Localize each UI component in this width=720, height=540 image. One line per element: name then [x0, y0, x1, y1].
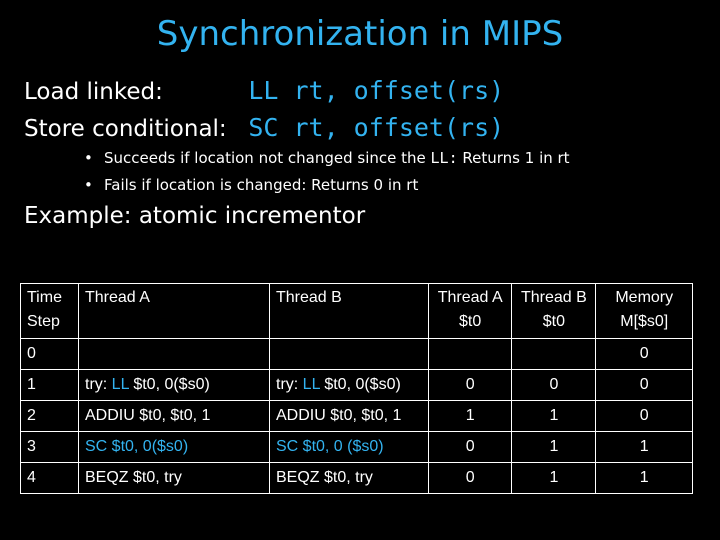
cell-thread-a-t0: 1	[429, 401, 512, 432]
cell-thread-b: BEQZ $t0, try	[270, 463, 429, 494]
instruction-text: $t0, 0($s0)	[319, 376, 401, 393]
cell-time-step: 0	[21, 339, 79, 370]
cell-memory: 0	[596, 370, 693, 401]
cell-thread-a-t0: 0	[429, 463, 512, 494]
cell-memory: 0	[596, 401, 693, 432]
bullet-text: Succeeds if location not changed since the	[104, 149, 431, 167]
cell-time-step: 1	[21, 370, 79, 401]
instruction-keyword: SC $t0, 0($s0)	[85, 438, 189, 455]
bullet-dot-icon: •	[84, 149, 93, 167]
bullet-text: Fails if location is changed: Returns 0 in rt	[104, 176, 419, 194]
header-thread-b: Thread B	[270, 284, 429, 339]
header-thread-b-t0: Thread B $t0	[512, 284, 596, 339]
store-conditional-label: Store conditional:	[24, 116, 227, 142]
bullet-mono: LL:	[430, 149, 458, 167]
cell-thread-a-t0	[429, 339, 512, 370]
cell-thread-a-t0: 0	[429, 370, 512, 401]
cell-memory: 1	[596, 463, 693, 494]
bullet-succeeds	[84, 149, 570, 167]
cell-thread-a	[79, 370, 270, 401]
load-linked-code: LL rt, offset(rs)	[248, 76, 505, 105]
cell-thread-b-t0: 1	[512, 463, 596, 494]
table-row	[21, 339, 693, 370]
cell-thread-b	[270, 432, 429, 463]
cell-thread-a-t0: 0	[429, 432, 512, 463]
instruction-text: try:	[85, 376, 112, 393]
cell-thread-b	[270, 339, 429, 370]
cell-thread-b: ADDIU $t0, $t0, 1	[270, 401, 429, 432]
instruction-keyword: LL	[111, 376, 129, 393]
example-heading: Example: atomic incrementor	[24, 203, 366, 229]
table-row	[21, 401, 693, 432]
bullet-fails	[84, 176, 418, 194]
store-conditional-line	[24, 113, 504, 142]
instruction-text: $t0, 0($s0)	[128, 376, 210, 393]
store-conditional-code: SC rt, offset(rs)	[248, 113, 505, 142]
cell-thread-b-t0: 0	[512, 370, 596, 401]
cell-time-step: 2	[21, 401, 79, 432]
table-row	[21, 370, 693, 401]
header-memory: Memory M[$s0]	[596, 284, 693, 339]
cell-thread-a	[79, 432, 270, 463]
cell-thread-b-t0: 1	[512, 401, 596, 432]
slide-title: Synchronization in MIPS	[156, 14, 564, 54]
cell-memory: 0	[596, 339, 693, 370]
bullet-dot-icon: •	[84, 176, 93, 194]
header-time-step: Time Step	[21, 284, 79, 339]
table-header-row	[21, 284, 693, 339]
header-thread-a: Thread A	[79, 284, 270, 339]
cell-thread-b-t0	[512, 339, 596, 370]
cell-thread-b-t0: 1	[512, 432, 596, 463]
cell-memory: 1	[596, 432, 693, 463]
bullet-text-post: Returns 1 in rt	[457, 149, 570, 167]
instruction-text: try:	[276, 376, 303, 393]
cell-time-step: 4	[21, 463, 79, 494]
table-row	[21, 463, 693, 494]
load-linked-label: Load linked:	[24, 79, 163, 105]
table-row	[21, 432, 693, 463]
cell-thread-b	[270, 370, 429, 401]
header-thread-a-t0: Thread A $t0	[429, 284, 512, 339]
cell-time-step: 3	[21, 432, 79, 463]
cell-thread-a: ADDIU $t0, $t0, 1	[79, 401, 270, 432]
cell-thread-a: BEQZ $t0, try	[79, 463, 270, 494]
instruction-keyword: LL	[302, 376, 320, 393]
instruction-keyword: SC $t0, 0 ($s0)	[276, 438, 384, 455]
incrementor-table	[20, 283, 693, 494]
cell-thread-a	[79, 339, 270, 370]
load-linked-line	[24, 76, 504, 105]
